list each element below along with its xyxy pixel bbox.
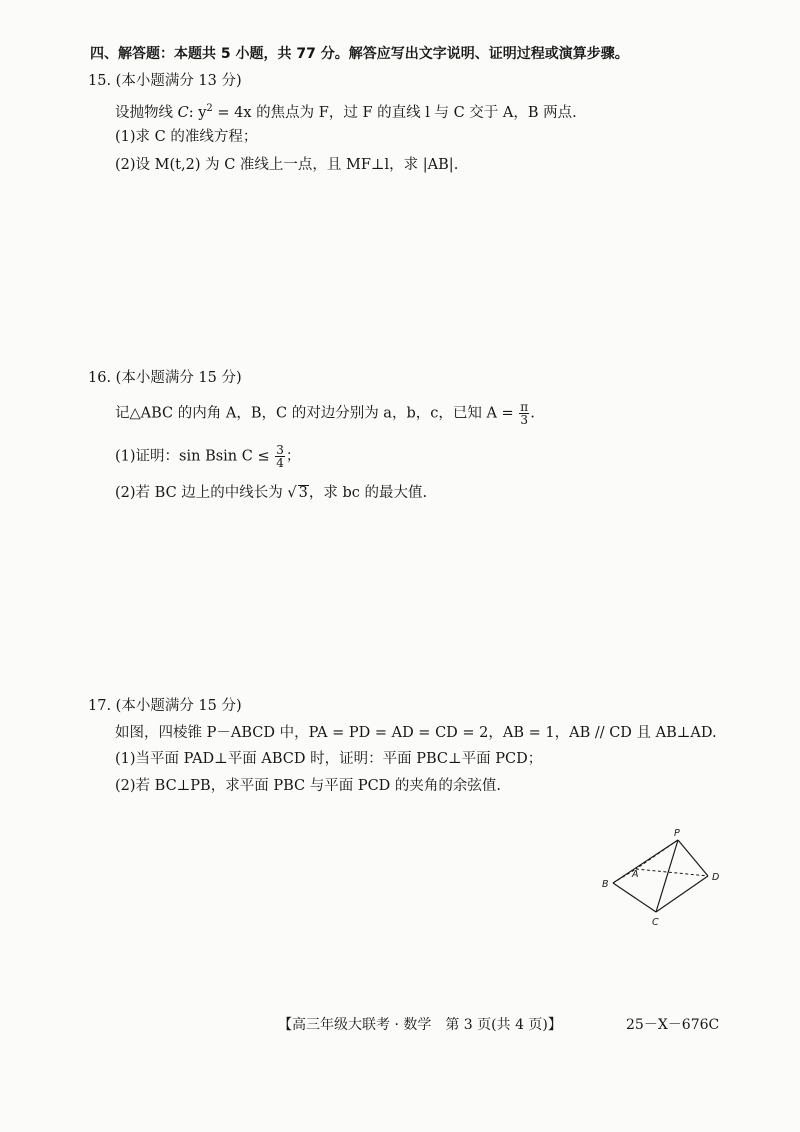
q15-stem [115,99,577,123]
q16-part1-den: 4 [276,456,284,470]
page-footer: 【高三年级大联考 · 数学 第 3 页(共 4 页)】 [278,1017,562,1033]
edge-CD [656,876,708,912]
q16-part1-text: (1)证明：sin Bsin C ≤ [115,448,275,465]
q16-part1-num: 3 [276,443,284,457]
q16-heading: 16. (本小题满分 15 分) [88,370,242,386]
q15-curve: C [177,104,189,121]
q17-stem: 如图，四棱锥 P－ABCD 中，PA = PD = AD = CD = 2，AB = 1，AB // CD 且 AB⊥AD. [115,725,717,741]
label-C: C [652,917,659,928]
q17-part2: (2)若 BC⊥PB，求平面 PBC 与平面 PCD 的夹角的余弦值. [115,778,502,794]
q16-part1-end: ； [285,448,301,465]
q16-frac-num: π [520,400,529,414]
q15-heading: 15. (本小题满分 13 分) [88,73,242,89]
q16-stem [115,401,535,426]
q15-eq-exp: 2 [206,103,213,114]
q15-eq-b: = 4x [212,104,252,121]
edge-AD [636,869,708,876]
q15-part2: (2)设 M(t,2) 为 C 准线上一点，且 MF⊥l，求 |AB|. [115,157,459,173]
q15-part1: (1)求 C 的准线方程； [115,129,258,145]
edge-PC [656,840,678,912]
paper-code: 25－X－676C [626,1017,720,1033]
label-A: A [632,869,639,880]
q16-stem-end: . [530,405,535,422]
q16-angle-fraction [519,401,529,426]
edge-BC [613,883,656,912]
q16-part2: (2)若 BC 边上的中线长为 √ 3，求 bc 的最大值. [115,485,428,501]
q16-frac-den: 3 [520,413,529,427]
q15-stem-end: 的焦点为 F，过 F 的直线 l 与 C 交于 A，B 两点. [251,104,577,121]
edge-PD [678,840,708,876]
label-B: B [602,879,609,890]
section-title: 四、解答题：本题共 5 小题，共 77 分。解答应写出文字说明、证明过程或演算步骤。 [90,46,629,62]
q16-stem-text: 记△ABC 的内角 A，B，C 的对边分别为 a，b，c，已知 A = [115,405,519,422]
q16-part1 [115,444,300,469]
q17-part1: (1)当平面 PAD⊥平面 ABCD 时，证明：平面 PBC⊥平面 PCD； [115,751,543,767]
label-D: D [712,872,720,883]
label-P: P [674,828,680,839]
pyramid-figure [598,828,738,932]
q16-part1-fraction [275,444,285,469]
q17-heading: 17. (本小题满分 15 分) [88,698,242,714]
q16-part2-start: (2)若 BC 边上的中线长为 [115,485,288,501]
q16-part2-end: ，求 bc 的最大值. [308,485,428,501]
q16-part2-sqrt: 3 [298,485,308,501]
q15-stem-start: 设抛物线 [115,104,178,121]
q15-eq-a: : y [188,104,207,121]
